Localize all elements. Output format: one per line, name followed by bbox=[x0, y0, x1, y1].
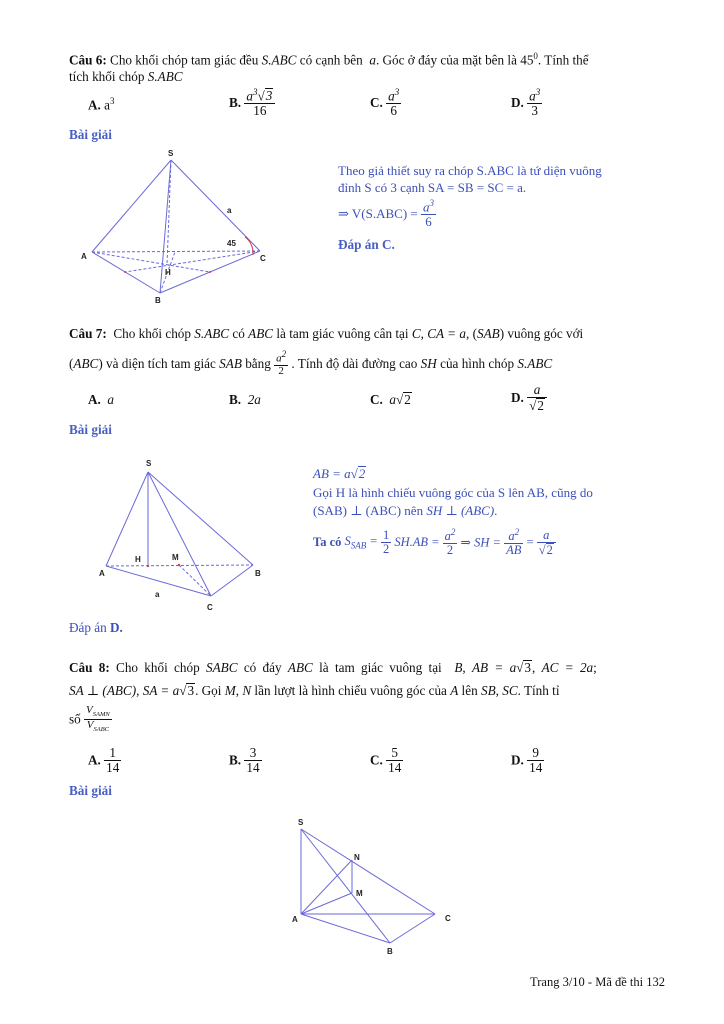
q7-text: ( bbox=[69, 355, 74, 371]
q8-text: là tam giác vuông tại bbox=[319, 660, 442, 675]
frac-num: a bbox=[276, 352, 282, 365]
frac-den: AB bbox=[506, 543, 522, 558]
q6-option-c[interactable] bbox=[370, 88, 401, 118]
option-key: B. bbox=[229, 95, 242, 111]
q8-volume-ratio bbox=[84, 705, 112, 734]
q7-sol-arrow: ⇒ SH = bbox=[460, 535, 501, 550]
q6-answer: Đáp án C. bbox=[338, 237, 395, 252]
q7-fig-label-m: M bbox=[172, 553, 179, 562]
q7-var: CA = a bbox=[427, 326, 466, 341]
q6-label: Câu 6: bbox=[69, 52, 107, 68]
q7-text: , ( bbox=[465, 326, 477, 341]
frac-den: 6 bbox=[425, 213, 432, 229]
frac-den: 2 bbox=[278, 365, 284, 378]
frac-num: 9 bbox=[527, 746, 544, 761]
q7-text: . Tính độ dài đường cao bbox=[291, 355, 418, 371]
q6-var: S.ABC bbox=[261, 52, 297, 68]
q8-fig-label-a: A bbox=[292, 915, 298, 924]
frac-den: 3 bbox=[531, 103, 538, 119]
q8-rad: 3 bbox=[187, 683, 195, 698]
q7-line1 bbox=[69, 326, 583, 342]
q7-var: SAB bbox=[219, 355, 242, 371]
q6-option-d[interactable] bbox=[511, 88, 542, 118]
q7-sol-a2-over-2 bbox=[443, 528, 458, 557]
q7-fig-label-b: B bbox=[255, 569, 261, 578]
option-value: 2a bbox=[247, 392, 261, 407]
frac-num: a bbox=[537, 529, 556, 543]
option-fraction bbox=[244, 746, 261, 775]
q7-sol-line3 bbox=[313, 503, 497, 519]
q7-sol-a2-over-ab bbox=[504, 528, 523, 557]
q8-var: SC bbox=[502, 683, 518, 698]
q8-var: A bbox=[450, 683, 459, 698]
q6-sol-line1: Theo giả thiết suy ra chóp S.ABC là tứ diện vuông bbox=[338, 163, 602, 178]
q6-var: a bbox=[369, 52, 376, 68]
frac-rad: 3 bbox=[265, 88, 273, 104]
frac-num: a bbox=[527, 383, 547, 398]
q7-sol-var: SH ⊥ (ABC) bbox=[426, 503, 495, 518]
frac-num: 3 bbox=[244, 746, 261, 761]
q7-option-b[interactable] bbox=[229, 392, 261, 408]
q7-sol-s: S bbox=[344, 534, 351, 549]
q7-var: S.ABC bbox=[194, 326, 230, 341]
q6-pyramid-figure bbox=[75, 145, 275, 305]
frac-sup: 3 bbox=[394, 87, 400, 97]
q7-fig-label-a: A bbox=[99, 569, 105, 578]
q7-var: S.ABC bbox=[517, 355, 553, 371]
q7-text: , bbox=[420, 326, 424, 341]
frac-sup: 3 bbox=[535, 87, 541, 97]
q7-fig-label-c: C bbox=[207, 603, 213, 612]
frac-num: a bbox=[246, 88, 253, 104]
q7-option-d[interactable] bbox=[511, 383, 547, 413]
q7-sol-ab: AB = a√2 bbox=[313, 466, 366, 481]
q7-area-fraction bbox=[274, 350, 288, 378]
option-key: B. bbox=[229, 392, 242, 407]
q7-line2 bbox=[69, 350, 552, 378]
q8-solution-title: Bài giải bbox=[69, 783, 112, 798]
q8-var: SABC bbox=[206, 660, 238, 675]
page-footer: Trang 3/10 - Mã đề thi 132 bbox=[530, 975, 665, 989]
q6-option-a[interactable] bbox=[88, 96, 114, 113]
frac-den: 14 bbox=[246, 759, 260, 775]
q7-sol-eq: = bbox=[369, 534, 378, 549]
q7-option-a[interactable] bbox=[88, 392, 114, 408]
frac-den: 16 bbox=[253, 103, 267, 119]
q6-fig-label-a: A bbox=[81, 252, 87, 261]
q6-fig-label-a-edge: a bbox=[227, 206, 232, 215]
frac-num: V bbox=[86, 704, 93, 716]
q7-sol-eq: = bbox=[526, 535, 534, 550]
option-value: a bbox=[104, 97, 110, 113]
q6-degree: 0 bbox=[533, 51, 538, 61]
q6-fig-label-h: H bbox=[165, 268, 171, 277]
q7-sol-final: $\frac{a}{√2}$ bbox=[537, 529, 556, 557]
q7-sol-text: . bbox=[494, 503, 498, 518]
q8-text: lần lượt là hình chiếu vuông góc của bbox=[254, 683, 447, 698]
frac-den: 14 bbox=[529, 759, 543, 775]
q8-pyramid-figure bbox=[290, 815, 460, 960]
frac-den: 2 bbox=[382, 542, 390, 557]
q8-var: M bbox=[224, 683, 236, 698]
frac-num: a bbox=[388, 88, 395, 104]
frac-sub: SABC bbox=[93, 726, 110, 734]
q7-fig-label-h: H bbox=[135, 555, 141, 564]
q6-text: . Tính thể bbox=[537, 52, 589, 68]
frac-sup: 2 bbox=[450, 527, 456, 537]
q7-answer bbox=[69, 620, 123, 636]
q8-line3 bbox=[69, 705, 112, 734]
q8-var: SA = a bbox=[142, 683, 180, 698]
frac-sup: 3 bbox=[252, 87, 258, 97]
q7-text: Cho khối chóp bbox=[113, 326, 191, 341]
option-key: A. bbox=[88, 392, 101, 407]
q6-line1 bbox=[69, 51, 589, 68]
q7-pyramid-figure bbox=[95, 455, 275, 615]
q7-answer-letter: D. bbox=[110, 620, 123, 635]
frac-sup: 3 bbox=[429, 198, 434, 208]
frac-num: a bbox=[529, 88, 536, 104]
option-key: D. bbox=[511, 95, 524, 111]
q7-fig-label-a-edge: a bbox=[155, 590, 160, 599]
frac-den: 6 bbox=[390, 103, 397, 119]
frac-den: 14 bbox=[106, 759, 120, 775]
q7-sol-formula bbox=[313, 528, 556, 557]
q8-fig-label-m: M bbox=[356, 889, 363, 898]
frac-sup: 2 bbox=[281, 349, 287, 359]
option-key: C. bbox=[370, 752, 383, 768]
option-rad: 2 bbox=[404, 392, 411, 407]
q7-fig-label-s: S bbox=[146, 459, 152, 468]
q6-sol-formula bbox=[338, 199, 436, 229]
q8-fig-label-n: N bbox=[354, 853, 360, 862]
q8-var: AC = 2a bbox=[541, 660, 594, 675]
q6-sol-arrow: ⇒ V(S.ABC) = bbox=[338, 205, 418, 221]
q8-fig-label-b: B bbox=[387, 947, 393, 956]
option-key: C. bbox=[370, 392, 383, 407]
q6-line2 bbox=[69, 69, 183, 85]
q8-var: B bbox=[454, 660, 463, 675]
q7-sol-half bbox=[381, 529, 391, 556]
frac-sup: 2 bbox=[514, 527, 520, 537]
q7-var: ABC bbox=[73, 355, 99, 371]
option-key: D. bbox=[511, 752, 524, 768]
q8-var: SA ⊥ bbox=[69, 683, 100, 698]
q8-text: lên bbox=[461, 683, 478, 698]
option-key: C. bbox=[370, 95, 383, 111]
q7-sol-line2: Gọi H là hình chiếu vuông góc của S lên AB, cũng do bbox=[313, 485, 593, 500]
option-fraction bbox=[104, 746, 121, 775]
q7-solution-title: Bài giải bbox=[69, 422, 112, 437]
option-key: D. bbox=[511, 389, 524, 405]
q8-option-b[interactable] bbox=[229, 746, 262, 775]
q7-text: của hình chóp bbox=[440, 355, 515, 371]
option-key: B. bbox=[229, 752, 242, 768]
q6-fig-label-b: B bbox=[155, 296, 161, 305]
q7-sol-sub: SAB bbox=[350, 540, 367, 551]
q6-var: S.ABC bbox=[147, 69, 183, 84]
q8-text: Cho khối chóp bbox=[116, 660, 200, 675]
q7-var: SAB bbox=[476, 326, 500, 341]
option-sup: 3 bbox=[109, 96, 115, 106]
q6-text: Cho khối chóp tam giác đều bbox=[110, 52, 259, 68]
q8-var: N bbox=[242, 683, 252, 698]
q8-option-a[interactable] bbox=[88, 746, 121, 775]
q8-line2: SA ⊥ (ABC), SA = a√3. Gọi M, N lần lượt là hình chiếu vuông góc của A lên SB, SC. Tính tỉ bbox=[69, 683, 560, 698]
q7-option-c[interactable]: C. a√2 bbox=[370, 392, 411, 407]
q6-fig-label-s: S bbox=[168, 149, 174, 158]
q6-sol-fraction bbox=[421, 199, 436, 229]
q7-var: ABC bbox=[248, 326, 274, 341]
frac-num: a bbox=[423, 199, 430, 215]
frac-sub: SAMN bbox=[92, 711, 110, 719]
frac-num: 1 bbox=[382, 528, 390, 543]
q7-text: ) và diện tích tam giác bbox=[98, 355, 216, 371]
option-fraction: $\frac{a^3√3}{16}$ bbox=[244, 88, 275, 118]
q8-var: (ABC) bbox=[102, 683, 137, 698]
option-key: A. bbox=[88, 752, 101, 768]
q8-option-d[interactable] bbox=[511, 746, 544, 775]
option-value: a bbox=[389, 392, 397, 407]
q6-fig-angle: 45 bbox=[227, 239, 236, 248]
q7-text: ) vuông góc với bbox=[499, 326, 584, 341]
q7-sol-shab: SH.AB = bbox=[394, 535, 440, 550]
q6-text: có cạnh bên bbox=[299, 52, 363, 68]
q7-text: bằng bbox=[245, 355, 271, 371]
q6-fig-label-c: C bbox=[260, 254, 266, 263]
option-fraction bbox=[527, 746, 544, 775]
option-value: a bbox=[107, 392, 115, 407]
q6-option-b[interactable] bbox=[229, 88, 275, 118]
q7-sol-ab-text: AB = a bbox=[313, 466, 351, 481]
q8-fig-label-c: C bbox=[445, 914, 451, 923]
q8-text: có đáy bbox=[243, 660, 282, 675]
q6-sol-line2: đỉnh S có 3 cạnh SA = SB = SC = a. bbox=[338, 180, 527, 195]
option-key: A. bbox=[88, 97, 101, 113]
frac-den: 2 bbox=[446, 543, 454, 558]
frac-num: 1 bbox=[104, 746, 121, 761]
q7-text: là tam giác vuông cân tại bbox=[276, 326, 409, 341]
q7-text: có bbox=[232, 326, 245, 341]
q8-var: AB = a bbox=[471, 660, 517, 675]
frac-rad: 2 bbox=[546, 542, 553, 557]
option-fraction bbox=[386, 746, 403, 775]
q8-text: . Tính tỉ bbox=[517, 683, 560, 698]
option-fraction: $\frac{a}{√2}$ bbox=[527, 383, 547, 413]
q7-answer-prefix: Đáp án bbox=[69, 620, 107, 635]
frac-den: 14 bbox=[388, 759, 402, 775]
frac-num: a bbox=[508, 529, 515, 544]
q7-sol-ab-rad: 2 bbox=[358, 466, 366, 481]
frac-den: V bbox=[86, 719, 94, 731]
option-fraction bbox=[386, 88, 401, 118]
q8-rad: 3 bbox=[524, 660, 532, 675]
q6-text: tích khối chóp bbox=[69, 69, 145, 84]
q7-label: Câu 7: bbox=[69, 326, 107, 341]
q6-solution-title: Bài giải bbox=[69, 127, 112, 142]
q6-text: . Góc ở đáy của mặt bên là 45 bbox=[375, 52, 534, 68]
q7-var: C bbox=[411, 326, 421, 341]
q8-var: ABC bbox=[287, 660, 313, 675]
q8-label: Câu 8: bbox=[69, 660, 110, 675]
q7-sol-taco: Ta có bbox=[313, 535, 342, 550]
q8-fig-label-s: S bbox=[298, 818, 304, 827]
q8-var: SB bbox=[480, 683, 496, 698]
q7-var: SH bbox=[420, 355, 437, 371]
q8-option-c[interactable] bbox=[370, 746, 403, 775]
q8-line1: Câu 8: Cho khối chóp SABC có đáy ABC là tam giác vuông tại B, AB = a√3, AC = 2a; bbox=[69, 660, 597, 675]
q8-text: . Gọi bbox=[195, 683, 222, 698]
frac-num: a bbox=[444, 529, 451, 544]
frac-num: 5 bbox=[386, 746, 403, 761]
q8-text: số bbox=[69, 711, 81, 727]
q7-sol-text: (SAB) ⊥ (ABC) nên bbox=[313, 503, 424, 518]
option-fraction bbox=[527, 88, 542, 118]
frac-rad: 2 bbox=[537, 397, 544, 413]
